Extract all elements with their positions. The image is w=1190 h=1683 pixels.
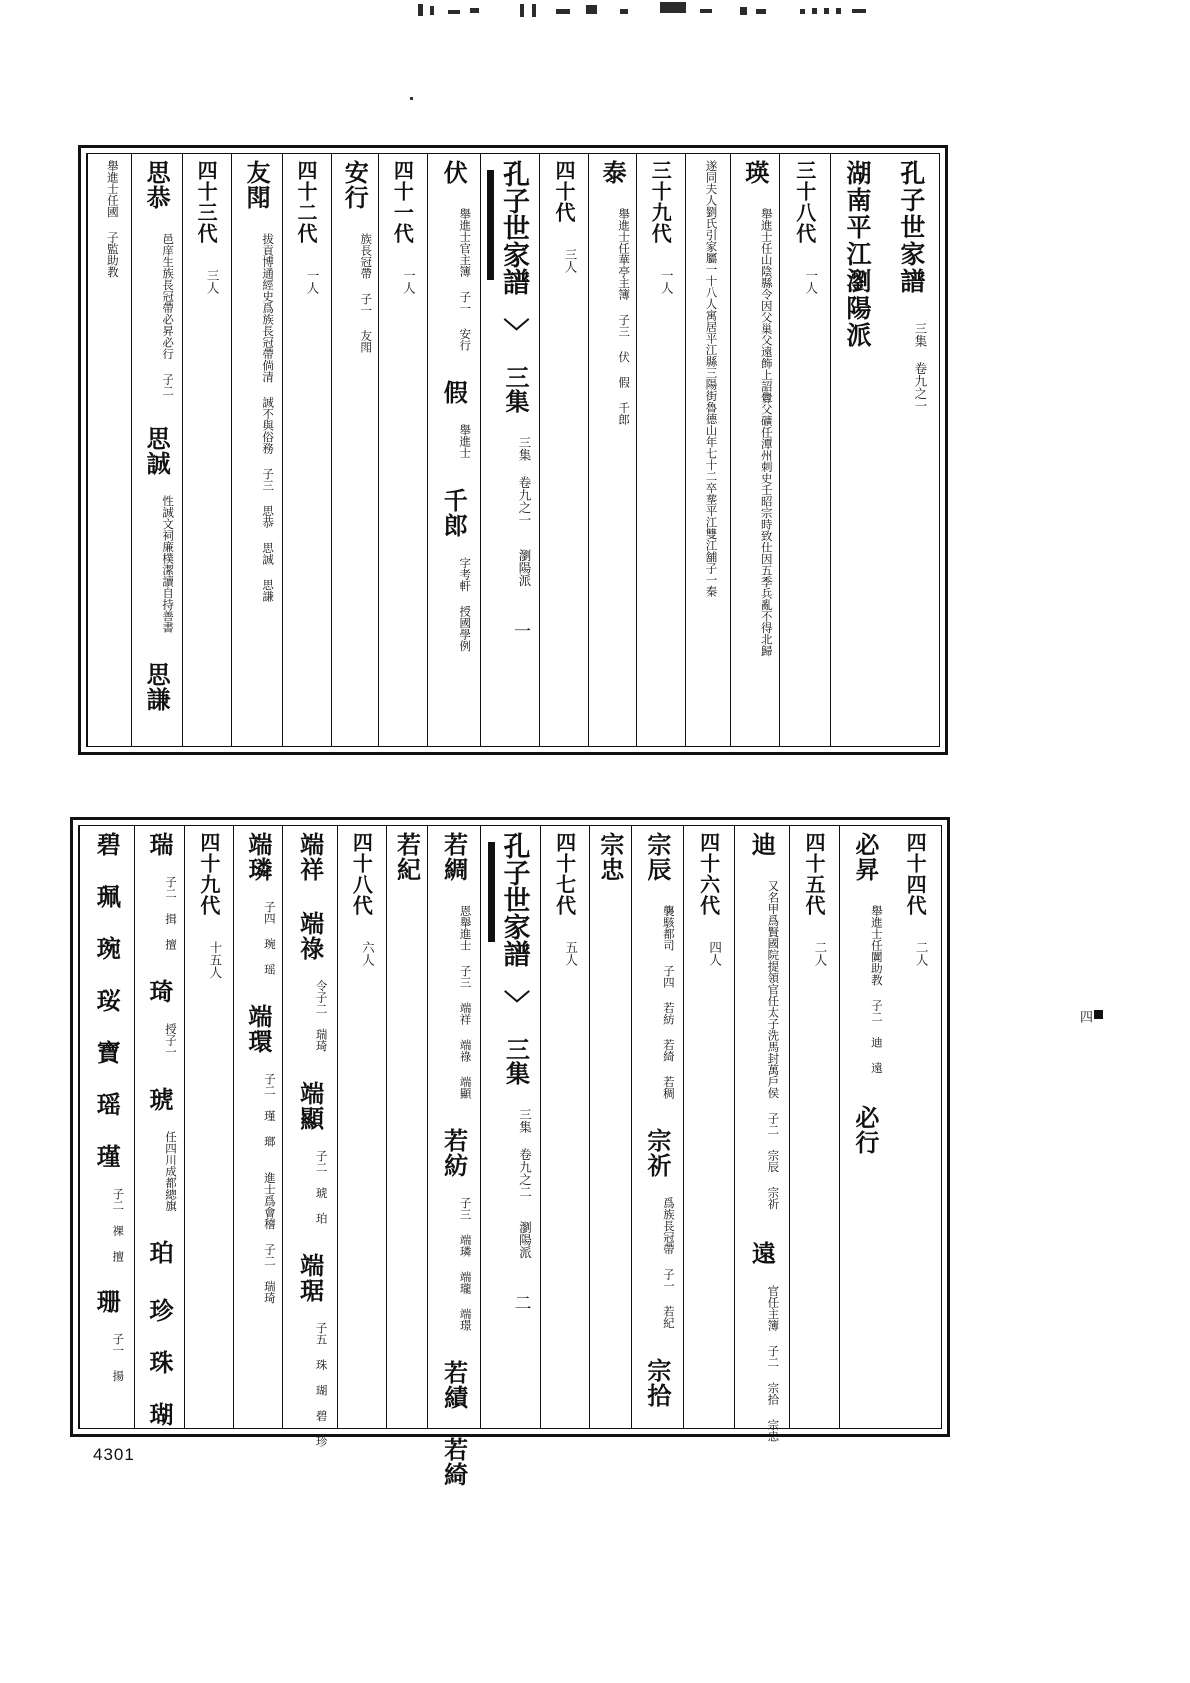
generation-label: 四十三代 — [194, 160, 219, 244]
side-page-marker — [1075, 1010, 1103, 1023]
person-name: 端祥 — [295, 832, 324, 882]
person-name: 瑛 — [740, 160, 769, 185]
page-number: 4301 — [93, 1445, 135, 1464]
person-name-2: 思誠 — [142, 425, 171, 476]
person-name: 安行 — [340, 160, 369, 210]
column-person-ruoji — [386, 826, 427, 1428]
person-name: 思恭 — [142, 160, 171, 210]
person-annotation-7: 子二 祼 擅 — [111, 1188, 126, 1262]
column-generation-40 — [539, 154, 588, 746]
generation-count: 一人 — [803, 269, 819, 294]
person-name-2: 琦 — [144, 979, 173, 1004]
person-name-2: 假 — [439, 380, 468, 405]
person-annotation: 子二 揖 擅 — [163, 876, 178, 950]
person-annotation-3: 任四川成都總旗 — [163, 1130, 178, 1211]
person-name-5: 若綺 — [439, 1437, 468, 1487]
person-annotation-3: 舉進士任國 子監助教 — [105, 160, 120, 278]
column-generation-43 — [182, 154, 231, 746]
book-title-sub: 三集 卷九之一 — [912, 322, 928, 412]
column-container — [87, 154, 939, 746]
person-name-2: 珮 — [92, 884, 121, 909]
person-name: 友閗 — [242, 160, 271, 210]
volume-mark: 二 — [510, 1293, 531, 1311]
person-name-7: 瑚 — [144, 1402, 173, 1427]
rule-mark — [488, 842, 495, 942]
generation-count: 三人 — [562, 248, 578, 273]
generation-label: 四十二代 — [294, 160, 319, 244]
column-section — [830, 154, 883, 746]
generation-label: 四十六代 — [696, 832, 721, 916]
brace-icon: 〉 — [499, 990, 530, 1016]
generation-count: 一人 — [401, 269, 417, 294]
rule-mark — [487, 170, 494, 280]
column-generation-47 — [540, 826, 589, 1428]
column-person-list-tail — [79, 826, 134, 1428]
generation-count: 五人 — [563, 941, 579, 966]
generation-count: 六人 — [360, 941, 376, 966]
person-annotation-6: 子二 瑾 瑯 — [262, 1073, 277, 1147]
generation-label: 四十九代 — [196, 832, 221, 916]
person-annotation: 舉進士任闐助教 子二 迪 遠 — [869, 905, 884, 1074]
person-name-3: 宗忠 — [595, 832, 624, 882]
person-annotation: 邑庠生族長冠帶必昇必行 子二 — [161, 233, 176, 397]
person-annotation: 襲駭都司 子四 若紡 若綺 若稠 — [661, 905, 676, 1099]
person-annotation-extra: 進士爲會稽 子二 瑞琦 — [262, 1172, 277, 1304]
person-annotation-2: 授子一 — [163, 1023, 178, 1058]
person-annotation-2: 令子二 瑞琦 — [314, 980, 329, 1052]
column-person-siqian-note — [87, 154, 131, 746]
column-person-ying-cont — [685, 154, 730, 746]
person-name-2: 端祿 — [295, 911, 324, 961]
generation-count: 二人 — [813, 941, 829, 966]
book-title: 孔子世家譜 — [896, 160, 926, 295]
generation-label: 四十一代 — [390, 160, 415, 244]
generation-count: 四人 — [707, 941, 723, 966]
column-generation-42 — [282, 154, 331, 746]
person-annotation-5: 子四 琬 瑶 — [262, 901, 277, 975]
volume-collection: 三集 — [500, 365, 529, 413]
person-name-6: 端環 — [243, 1004, 272, 1054]
generation-count: 二人 — [914, 941, 930, 966]
person-name-5: 珍 — [144, 1298, 173, 1323]
column-person-ying — [730, 154, 779, 746]
column-generation-45 — [789, 826, 840, 1428]
section-title: 湖南平江瀏陽派 — [843, 160, 873, 349]
person-annotation-3: 子二 琥 珀 — [314, 1149, 329, 1224]
person-annotation-2: 爲族長冠帶 子一 若紀 — [661, 1197, 676, 1329]
column-person-di — [734, 826, 789, 1442]
person-name: 瑞 — [144, 832, 173, 857]
generation-count: 一人 — [659, 269, 675, 294]
panel-inner-border — [86, 153, 940, 747]
column-person-bisheng — [839, 826, 890, 1428]
generation-label: 四十七代 — [552, 832, 577, 916]
column-generation-44 — [890, 826, 941, 1428]
column-generation-38 — [779, 154, 830, 746]
person-annotation-3: 字考軒 授國學例 — [458, 556, 473, 651]
person-name: 泰 — [598, 160, 627, 185]
person-annotation: 舉進士任華亭主簿 子三 伏 假 千郎 — [617, 208, 632, 425]
person-name-6: 珠 — [144, 1350, 173, 1375]
volume-note: 瀏陽派 — [516, 549, 532, 587]
column-person-fu — [427, 154, 480, 746]
person-name: 若綢 — [439, 832, 468, 882]
column-generation-49 — [184, 826, 233, 1428]
column-volume-title — [480, 154, 540, 746]
person-name-3: 琬 — [92, 936, 121, 961]
person-name-5: 端璘 — [243, 832, 272, 882]
column-generation-39 — [636, 154, 685, 746]
column-person-sigong — [131, 154, 182, 746]
person-name: 宗辰 — [642, 832, 671, 882]
person-name-3: 思謙 — [142, 661, 171, 712]
person-name-2: 宗祈 — [642, 1128, 671, 1178]
volume-title: 孔子世家譜 — [498, 832, 530, 967]
person-name-5: 寶 — [92, 1040, 121, 1065]
column-person-zongchen — [631, 826, 684, 1428]
generation-count: 三人 — [205, 269, 221, 294]
volume-collection: 三集 — [501, 1037, 530, 1085]
person-name-2: 必行 — [850, 1104, 879, 1155]
person-annotation: 族長冠帶 子一 友閗 — [359, 233, 374, 353]
person-annotation-2: 官任主簿 子二 宗拾 宗忠 — [766, 1284, 781, 1442]
generation-label: 四十八代 — [349, 832, 374, 916]
column-generation-48 — [337, 826, 386, 1428]
volume-subtitle: 三集 卷九之二 — [517, 1108, 533, 1198]
person-name-2: 若紡 — [439, 1128, 468, 1178]
person-annotation: 恩舉進士 子三 端祥 端祿 端顯 — [458, 905, 473, 1099]
column-person-duanxiang — [282, 826, 337, 1447]
person-annotation: 舉進士任山陰縣令因父巢父遠飾上詔釁父礦任潭州刺史壬昭宗時致仕因五季兵亂不得北歸 — [759, 208, 774, 657]
generation-label: 四十四代 — [903, 832, 928, 916]
generation-count: 一人 — [305, 269, 321, 294]
volume-mark: 一 — [509, 621, 530, 639]
person-name-4: 珱 — [92, 988, 121, 1013]
person-annotation-2: 舉進士 — [458, 424, 473, 459]
person-name-2: 遠 — [747, 1240, 776, 1266]
scan-noise-strip — [0, 0, 1190, 26]
generation-label: 四十代 — [551, 160, 576, 223]
generation-label: 四十五代 — [802, 832, 827, 916]
brace-icon: 〉 — [498, 318, 529, 344]
person-name: 伏 — [439, 160, 468, 185]
person-annotation-2: 子三 端璘 端瓏 端璟 — [458, 1197, 473, 1331]
person-name: 必昇 — [850, 832, 879, 882]
person-name-3: 端顯 — [295, 1080, 324, 1131]
person-name-3: 琥 — [144, 1086, 173, 1112]
person-name-7: 瑾 — [92, 1144, 121, 1169]
square-marker-icon — [1094, 1010, 1103, 1019]
person-name-4: 若績 — [439, 1360, 468, 1410]
person-name-3: 千郎 — [439, 487, 468, 538]
person-name-3: 若紀 — [392, 832, 421, 882]
speck — [410, 97, 413, 100]
volume-note: 瀏陽派 — [517, 1221, 533, 1259]
person-name-4: 珀 — [144, 1240, 173, 1265]
generation-label: 三十八代 — [792, 160, 817, 244]
person-annotation: 又名甲爲賢國院提領官任太子洗馬封萬戶侯 子二 宗辰 宗祈 — [766, 880, 781, 1210]
generation-label: 三十九代 — [648, 160, 673, 244]
column-person-duanlin — [233, 826, 282, 1428]
column-person-anxing — [331, 154, 378, 746]
person-annotation: 舉進士官主簿 子一 安行 — [458, 208, 473, 351]
person-annotation-cont: 遂同夫人劉氏引家屬一十八人寓居平江縣三陽街魯德山年七十二卒塟平江雙江舖子一秦 — [704, 160, 719, 597]
column-person-youwen — [231, 154, 282, 746]
person-name-8: 珊 — [92, 1289, 121, 1314]
volume-title: 孔子世家譜 — [497, 160, 529, 295]
person-annotation: 拔貢博通經史爲族長冠帶倘清 誠不與俗務 子三 思恭 思誠 思謙 — [261, 233, 276, 602]
person-name-4: 宗拾 — [642, 1357, 671, 1408]
person-annotation-8: 子一 揚 — [111, 1333, 126, 1382]
column-generation-41 — [378, 154, 427, 746]
person-name-6: 瑶 — [92, 1092, 121, 1117]
genealogy-table-top — [78, 145, 948, 755]
column-person-tai — [588, 154, 635, 746]
column-generation-46 — [683, 826, 734, 1428]
column-person-rui — [134, 826, 185, 1428]
person-annotation-2: 性誠文祠廉樸潔讀自持善書 — [161, 494, 176, 633]
generation-count: 十五人 — [207, 941, 223, 979]
side-page-number: 四 — [1077, 1010, 1092, 1023]
person-name: 碧 — [92, 832, 121, 857]
person-name-4: 端琚 — [295, 1252, 324, 1303]
column-volume-title — [480, 826, 540, 1428]
volume-subtitle: 三集 卷九之一 — [516, 436, 532, 526]
person-name: 迪 — [747, 832, 776, 857]
column-person-zongzhong — [589, 826, 630, 1428]
column-person-ruochou — [427, 826, 480, 1487]
column-book-title — [883, 154, 939, 746]
person-annotation-4: 子五 珠 瑚 碧 珍 — [314, 1321, 329, 1447]
